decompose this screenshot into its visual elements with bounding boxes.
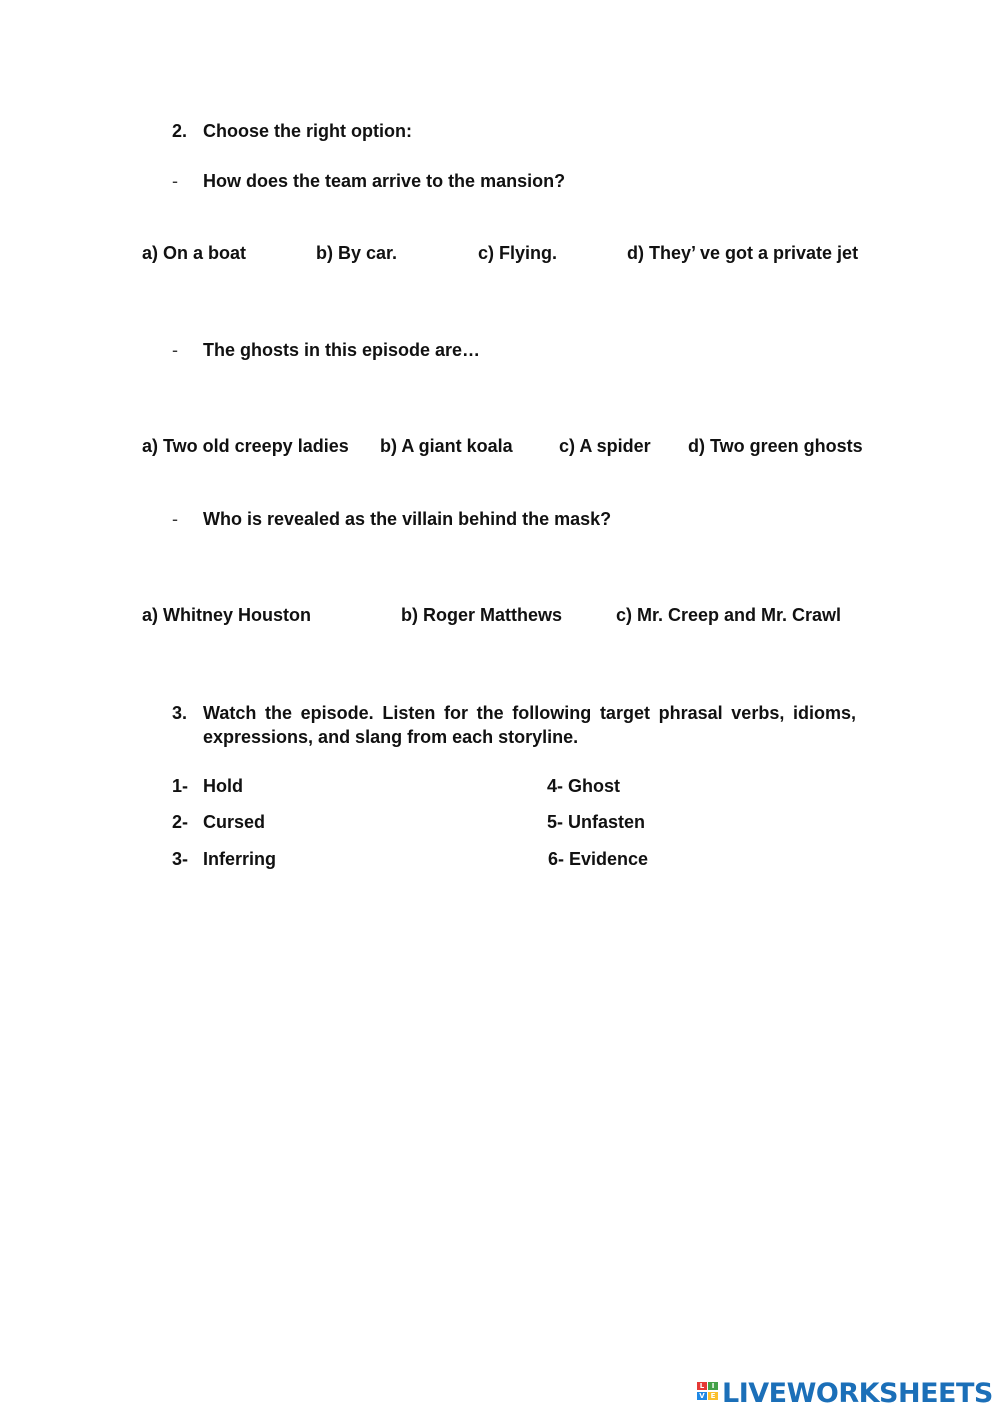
question-1-option-d: d) They’ ve got a private jet [627,243,859,263]
section-3-number: 3. [172,703,188,723]
section-2-number: 2. [172,121,188,141]
logo-tile-i: I [708,1382,718,1390]
question-1-option-c: c) Flying. [478,243,558,263]
vocab-5-item: 5- Unfasten [547,812,646,832]
vocab-3-word: Inferring [203,849,277,869]
question-2-dash: - [172,340,178,360]
liveworksheets-logo-icon [697,1380,719,1408]
vocab-2-word: Cursed [203,812,266,832]
section-3-instructions: Watch the episode. Listen for the following target phrasal verbs, idioms, expressions, and slang from each storyline. [203,703,856,747]
question-1-option-a: a) On a boat [142,243,247,263]
question-3-text: Who is revealed as the villain behind the mask? [203,509,612,529]
question-3-option-a: a) Whitney Houston [142,605,311,625]
vocab-1-word: Hold [203,776,243,796]
question-2-option-b: b) A giant koala [380,436,513,456]
question-2-text: The ghosts in this episode are… [203,340,481,360]
logo-tile-v: V [697,1392,707,1400]
liveworksheets-logo[interactable] [697,1378,993,1410]
question-2-option-d: d) Two green ghosts [688,436,863,456]
vocab-6-item: 6- Evidence [548,849,649,869]
vocab-1-number: 1- [172,776,189,796]
question-3-option-c: c) Mr. Creep and Mr. Crawl [616,605,842,625]
question-3-dash: - [172,509,178,529]
section-2-heading: Choose the right option: [203,121,412,141]
question-2-option-c: c) A spider [559,436,651,456]
vocab-2-number: 2- [172,812,189,832]
question-3-option-b: b) Roger Matthews [401,605,563,625]
question-1-text: How does the team arrive to the mansion? [203,171,566,191]
question-1-option-b: b) By car. [316,243,398,263]
vocab-3-number: 3- [172,849,189,869]
logo-tile-l: L [697,1382,707,1390]
vocab-4-item: 4- Ghost [547,776,621,796]
question-1-dash: - [172,171,178,191]
liveworksheets-logo-text: LIVEWORKSHEETS [722,1378,993,1409]
question-2-option-a: a) Two old creepy ladies [142,436,349,456]
logo-tile-e: E [708,1392,718,1400]
